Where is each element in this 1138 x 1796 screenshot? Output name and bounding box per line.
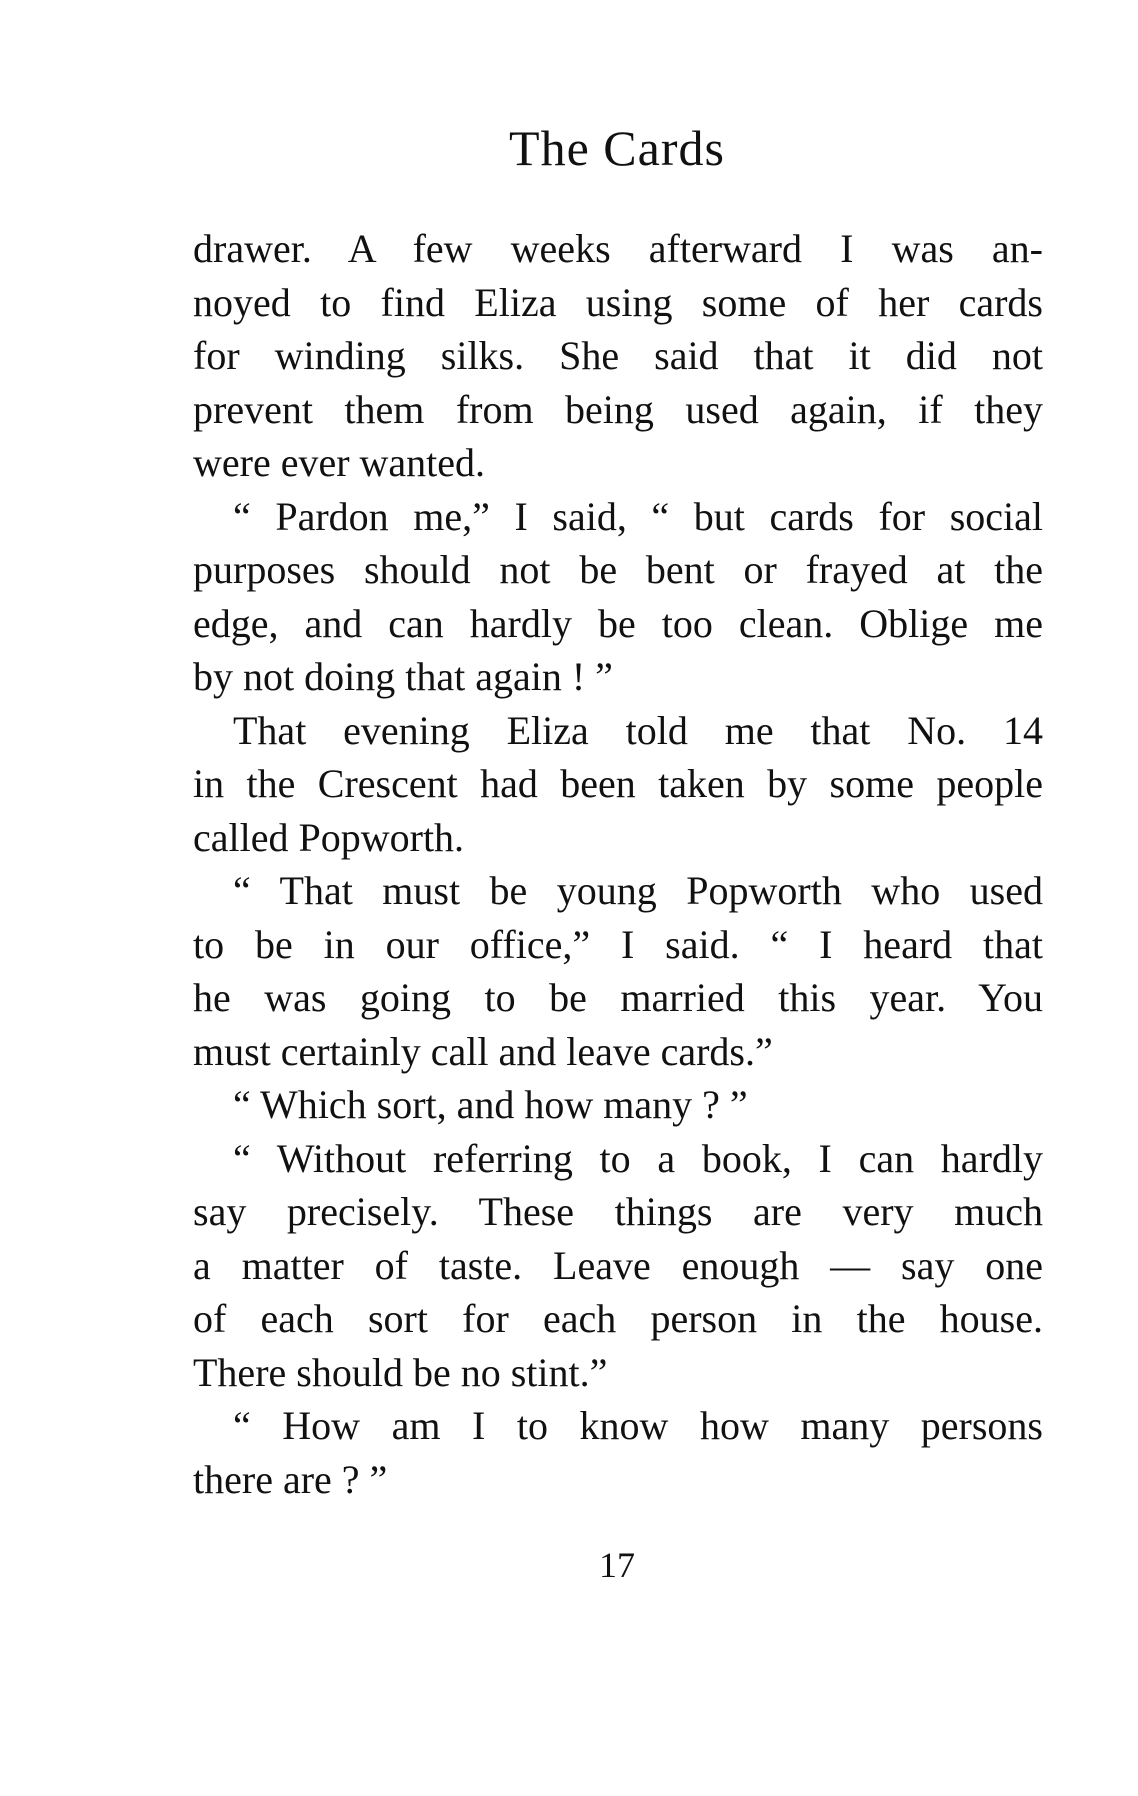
text-line: called Popworth. bbox=[193, 814, 465, 860]
text-line: were ever wanted. bbox=[193, 440, 486, 485]
text-line: prevent them from being used again, if they bbox=[193, 386, 1043, 432]
text-line: “ That must be young Popworth who used bbox=[233, 868, 1043, 913]
text-line: of each sort for each person in the house. bbox=[193, 1296, 1043, 1341]
text-line: “ Which sort, and how many ? ” bbox=[233, 1082, 748, 1127]
text-line: by not doing that again ! ” bbox=[193, 654, 613, 699]
text-line: to be in our office,” I said. “ I heard that bbox=[193, 921, 1043, 967]
text-line: must certainly call and leave cards.” bbox=[193, 1028, 773, 1074]
text-line: in the Crescent had been taken by some people bbox=[193, 761, 1043, 806]
page-number: 17 bbox=[599, 1545, 635, 1585]
text-line: say precisely. These things are very much bbox=[193, 1189, 1043, 1234]
text-line: noyed to find Eliza using some of her cards bbox=[193, 279, 1043, 325]
running-head: The Cards bbox=[509, 120, 725, 176]
text-line: edge, and can hardly be too clean. Oblige me bbox=[193, 600, 1043, 646]
text-line: That evening Eliza told me that No. 14 bbox=[233, 707, 1043, 753]
text-line: a matter of taste. Leave enough — say one bbox=[193, 1242, 1043, 1288]
text-line: There should be no stint.” bbox=[193, 1349, 608, 1395]
text-line: “ Without referring to a book, I can hardly bbox=[233, 1135, 1043, 1181]
body-text bbox=[193, 222, 1043, 1506]
text-line: “ How am I to know how many persons bbox=[233, 1403, 1043, 1448]
text-line: there are ? ” bbox=[193, 1456, 388, 1502]
text-line: “ Pardon me,” I said, “ but cards for social bbox=[233, 493, 1043, 539]
text-line: for winding silks. She said that it did not bbox=[193, 333, 1043, 378]
text-line: drawer. A few weeks afterward I was an- bbox=[193, 226, 1043, 271]
text-line: purposes should not be bent or frayed at the bbox=[193, 547, 1043, 592]
text-line: he was going to be married this year. You bbox=[193, 975, 1043, 1020]
